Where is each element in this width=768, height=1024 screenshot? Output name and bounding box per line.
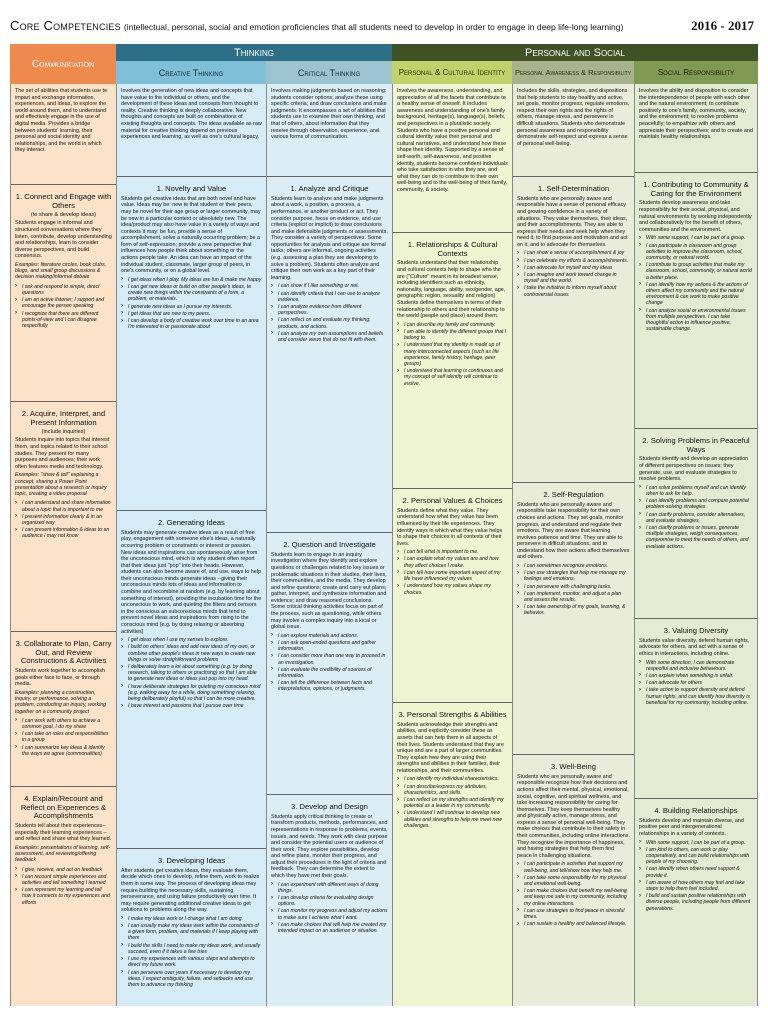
list-item: › I can analyze my own assumptions and beliefs and consider views that do not fit with them. <box>271 331 388 343</box>
critical-section-1 <box>267 176 392 532</box>
section-body: Students value diversity, defend human rights, advocate for others, and act with a sense of ethics in interactions, including online. <box>639 637 750 657</box>
page-title <box>10 18 623 33</box>
creative-section-3 <box>117 848 266 1006</box>
communication-intro: The set of abilities that students use to impart and exchange information, experiences, and ideas, to explore the world around them, and to understand and effectively engage in the use of digital media. Provides a bridge between students' learning, their personal and social identity and relationships, and the world in which they interact. <box>15 88 107 154</box>
list-item: › I can tell what is important to me. <box>397 549 508 555</box>
list-item: › I can take on roles and responsibilities in a group <box>15 731 112 743</box>
section-examples: Examples: literature circles, book clubs, blogs, and small group discussions & decision making/informal debate <box>15 262 107 281</box>
section-title: 3. Collaborate to Plan, Carry Out, and Review Constructions & Activities <box>15 639 112 666</box>
section-body: Students engage in informal and structured conversations where they listen, contribute, develop understanding and relationships, learn to consider diverse perspectives, and build consensus. <box>15 220 112 260</box>
list-item: › With some direction, I can demonstrate respectful and inclusive behaviours. <box>639 660 753 672</box>
column-creative-thinking <box>116 84 266 1006</box>
list-item: › I can explain when something is unfair. <box>639 673 753 679</box>
header-communication: Communication <box>10 44 116 84</box>
profile-list <box>15 718 112 757</box>
profile-list <box>397 776 508 829</box>
section-body: Students who are personally aware and responsible take responsibility for their own choices and actions. They set goals, monitor progress, and understand and regulate their emotions. They are aware that learning involves patience and time. They are able to persevere in difficult situations, and to understand how their actions affect themselves and others. <box>517 501 630 561</box>
header-social-responsibility: Social Responsibility <box>634 61 758 84</box>
profile-list <box>517 563 630 617</box>
section-title: 3. Developing Ideas <box>157 856 226 865</box>
profile-list <box>121 916 262 988</box>
list-item: › I can make choices that will help me created my intended impact on an audience or situation. <box>271 922 388 934</box>
profile-list <box>517 250 630 297</box>
section-body: Students who are personally aware and responsible have a sense of personal efficacy and growing confidence in a variety of situations. They value themselves, their ideas, and their accomplishments. They are able to express their needs and seek help when they need it, to find purpose and motivation and act on it, and to advocate for themselves. <box>517 195 628 248</box>
header-thinking: Thinking <box>116 44 392 61</box>
profile-list <box>397 549 508 595</box>
list-item: › I can represent my learning and tell how it connects to my experiences and efforts <box>15 887 112 906</box>
list-item: › I can describe/express my attributes, characteristics, and skills. <box>397 784 508 796</box>
profile-list <box>517 861 630 927</box>
critical-section-2 <box>267 532 392 794</box>
section-subtitle: (include inquiries) <box>41 429 86 436</box>
cultural-section-2 <box>393 488 512 702</box>
section-title: 2. Generating Ideas <box>158 518 225 527</box>
list-item: › I can develop criteria for evaluating design options. <box>271 895 388 907</box>
list-item: › I can reflect on and evaluate my thinking, products, and actions. <box>271 317 388 329</box>
list-item: › I am an active listener; I support and encourage the person speaking <box>15 297 112 309</box>
list-item: › With some support, I can be part of a group. <box>639 235 753 241</box>
list-item: › I can implement, monitor, and adjust a plan and assess the results. <box>517 591 630 603</box>
list-item: › I ask and respond to simple, direct questions <box>15 284 112 296</box>
list-item: › I understand I will continue to develop new abilities and strengths to help me meet new challenges. <box>397 810 508 829</box>
list-item: › I can identify criteria that I can use to analyze evidence. <box>271 291 388 303</box>
profile-list <box>121 637 262 709</box>
section-body: Students understand that their relationship and cultural contexts help to shape who the are ("Culture" meant in its broadest sense, including identifiers such as ethnicity, nationality, language, ability, sex/gender, age, geographic region, sexuality and religion) Students define themselves in terms of their relationship to others and their relationship to the world (people and place) around them. <box>397 260 506 320</box>
list-item: › I make my ideas work or I change what I am doing. <box>121 916 262 922</box>
section-examples: Examples: presentations of learning, self-assessment, and reviewing/offering feedback <box>15 844 111 864</box>
profile-list <box>271 283 388 343</box>
social-section-1 <box>635 172 757 428</box>
title-bar <box>8 14 760 38</box>
section-body: Students define what they value. They understand how what they value has been influenced by their life experiences. They identify ways in which what they value helps to shape their choices in all contexts of their lives. <box>397 507 503 547</box>
page-title-subtitle: (intellectual, personal, social and emotion proficiencies that all students need to develop in order to engage in deep life-long learning) <box>123 22 624 32</box>
list-item: › I have deliberate strategies for quieting my conscious mind (e.g. walking away for a while, doing something relaxing, being deliberately playful) so that I can be more creative. <box>121 684 262 703</box>
list-item: › I can celebrate my efforts & accomplishments. <box>517 258 630 264</box>
section-body: After students get creative ideas, they evaluate them, decide which ones to develop, refine them, work to realize them in some way. The process of developing ideas may require building the necessary skills, sustaining perseverance, and using failure productively over time. It may require generating additional creative ideas to get solutions to problems along the way. <box>121 867 260 914</box>
list-item: › I can summarize key ideas & identify the ways we agree (commonalities) <box>15 745 112 757</box>
section-title: 1. Relationships & Cultural Contexts <box>407 240 498 258</box>
page-title-main: Core Competencies <box>10 18 121 33</box>
section-title: 2. Personal Values & Choices <box>402 496 503 505</box>
section-body: Students get creative ideas that are both novel and have value. Ideas may be: new to that student or their peers, may be novel for their age group or larger community, may be new in a particular context or absolutely new. The idea/product may also have value in a variety of ways and contexts it may: be fun, provide a sense of accomplishment, solve a naturally occurring problem; be a form of self-expression; provide a new perspective that influences how people think about something or the actions people take. An idea can have an impact of the individual student, classmate, larger group of peers, in one's community, or on a global level. <box>121 195 261 275</box>
cultural-intro: Involves the awareness, understanding, and appreciation of all the facets that contribute to a healthy sense of oneself. It includes awareness and understanding of one's family background, heritage(s), language(s), beliefs, and perspectives in a pluralistic society. Students who have a positive personal and cultural identity value their personal and cultural narratives, and understand how these shape their identity. Supported by a sense of self-worth, self-awareness, and positive identity, students become confident individuals who take satisfaction in who they are, and what they can do to contribute to their own well-being and to the well-being of their family, community, & society. <box>397 88 508 193</box>
list-item: › I present information clearly & in an organized way <box>15 514 112 526</box>
list-item: › I can explain what my values are and how they affect choices I make. <box>397 556 508 568</box>
header-personal-social: Personal and Social <box>392 44 758 61</box>
list-item: › I understand how my values shape my choices. <box>397 583 508 595</box>
list-item: › I get ideas when I play. My ideas are fun & make me happy <box>121 277 262 283</box>
list-item: › I can monitor my progress and adjust my actions to make sure I achieve what I want. <box>271 908 388 920</box>
section-body: Students apply critical thinking to create or transform products, methods, performances, and representations in response to problems, events, issues, and needs. They work with clear purpose and consider the potential users or audience of their work. They explore possibilities, develop and refine plans, monitor their progress, and adjust their procedures in the light of criteria and feedback. They can determine the extent to which they have met their goals. <box>271 813 388 880</box>
column-personal-cultural-identity <box>392 84 512 1006</box>
list-item: › I contribute to group activities that make my classroom, school, community, or natural world a better place. <box>639 262 753 281</box>
list-item: › I can identify problems and compare potential problem-solving strategies <box>639 498 753 510</box>
list-item: › I can take some responsibility for my physical and emotional well-being. <box>517 875 630 887</box>
list-item: › I can persevere over years if necessary to develop my ideas. I expect ambiguity, failure, and setbacks and use them to advance my thinking <box>121 970 262 989</box>
section-body: Students who are personally aware and responsible recognize how their decisions and actions affect their mental, physical, emotional, social, cognitive, and spiritual wellness, and take increasing responsibility for caring for themselves. They keep themselves healthy and physically active, manage stress, and express a sense of personal well-being. They make choices that contribute to their safety in their communities, including online interactions. They recognize the importance of happiness, and having strategies that help them find peace in challenging situations. <box>517 773 630 859</box>
profile-list <box>639 235 753 332</box>
column-social-responsibility <box>634 84 758 1006</box>
communication-section-2 <box>11 401 116 631</box>
communication-section-1 <box>11 184 116 401</box>
list-item: › I am kind to others, can work or play cooperatively, and can build relationships with people of my choosing. <box>639 847 753 866</box>
social-section-3 <box>635 618 757 798</box>
school-year: 2016 - 2017 <box>691 18 754 33</box>
list-item: › I deliberately learn a lot about something (e.g. by doing research, talking to others or practising) so that I am able to generate new ideas or ideas just pop into my head. <box>121 664 262 683</box>
section-body: Students develop and maintain diverse, and positive peer and intergenerational relationships in a variety of contexts. <box>639 817 744 837</box>
awareness-intro: Includes the skills, strategies, and dispositions that help students to stay healthy and active, set goals, monitor progress, regulate emotions, respect their own rights and the rights of others, manage stress, and persevere in difficult situations. Students who demonstrate personal awareness and responsibility demonstrate self-respect and express a sense of personal well-being. <box>517 88 630 147</box>
social-section-4 <box>635 798 757 1006</box>
social-section-2 <box>635 428 757 618</box>
awareness-section-2 <box>513 482 634 754</box>
section-title: 3. Valuing Diversity <box>663 626 729 635</box>
creative-section-2 <box>117 510 266 848</box>
profile-list <box>639 485 753 550</box>
profile-list <box>639 660 753 706</box>
critical-intro-box <box>267 84 392 176</box>
list-item: › I can identify how my actions & the actions of others affect my community and the natural environment & can work to make positive change <box>639 282 753 307</box>
list-item: › I can tell the difference between facts and interpretations, opinions, or judgments. <box>271 680 388 692</box>
section-examples: Examples: "show & tell" explaining a concept, sharing a Power Point presentation about a research or inquiry topic, creating a video proposal <box>15 472 107 498</box>
list-item: › I can sustain a healthy and balanced lifestyle. <box>517 921 630 927</box>
list-item: › I get ideas that are new to my peers. <box>121 311 262 317</box>
list-item: › I can tell how some important aspect of my life have influenced my values <box>397 570 508 582</box>
cultural-section-3 <box>393 702 512 1006</box>
section-body: Students identify and develop an appreciation of different perspectives on issues; they generate, use, and evaluate strategies to resolve problems. <box>639 456 749 483</box>
profile-list <box>15 500 112 539</box>
profile-list <box>271 882 388 935</box>
cultural-section-1 <box>393 232 512 488</box>
section-title: 2. Solving Problems in Peaceful Ways <box>642 436 750 454</box>
list-item: › I can advocate for others <box>639 680 753 686</box>
social-intro-box <box>635 84 757 172</box>
list-item: › I have interest and passions that I pursue over time <box>121 703 262 709</box>
creative-section-1 <box>117 176 266 510</box>
list-item: › I can identify when others need support & provide it. <box>639 866 753 878</box>
list-item: › I recognize that there are different points-of-view and I can disagree respectfully <box>15 311 112 330</box>
list-item: › I can take ownership of my goals, learning, & behavior. <box>517 604 630 616</box>
column-communication <box>10 84 116 1006</box>
list-item: › I build and sustain positive relationships with diverse people, including people from different generations. <box>639 893 753 912</box>
column-personal-awareness <box>512 84 634 1006</box>
profile-list <box>121 277 262 331</box>
list-item: › I can clarify problems, consider alternatives, and evaluate strategies. <box>639 512 753 524</box>
section-body: Students learn to analyze and make judgments about a work, a position, a process, a performance, or another product or act. They consider purpose, focus on evidence, and use criteria (explicit or implicit) to draw conclusions and make defensible judgments or assessments. They consider a variety of perspectives. Some opportunities for analysis and critique are formal tasks; others are informal, ongoing activities (e.g. assessing a plan they are developing to solve a problem). Students often analyze and critique their own work as a key part of their learning. <box>271 195 388 281</box>
section-body: Students learn to engage in an inquiry investigation where they identify and explore questions or challenges related to key issues or problematic situations in their studies, their lives, their communities, and the media. They develop and refine questions; create and carry out plans; gather, interpret, and synthesize information and evidence; and draw reasoned conclusions. Some critical thinking activities focus on part of the process, such as questioning, while others may involve a complex inquiry into a local or global issue. <box>271 551 387 631</box>
list-item: › I can analyze evidence from different perspectives. <box>271 304 388 316</box>
awareness-section-3 <box>513 754 634 1006</box>
section-title: 3. Personal Strengths & Abilities <box>398 710 507 719</box>
awareness-intro-box <box>513 84 634 176</box>
critical-intro: Involves making judgments based on reasoning: students consider options; analyze these using specific criteria; and draw conclusions and make judgments. It encompasses a set of abilities that students use to examine their own thinking, and that of others, about information that they receive through observation, experience, and various forms of communication. <box>271 88 387 141</box>
section-title: 2. Question and Investigate <box>283 540 376 549</box>
list-item: › I can ask open-ended questions and gather information. <box>271 640 388 652</box>
section-title: 1. Self-Determination <box>537 184 610 193</box>
list-item: › I can participate in activities that support my well-being, and tell/show how they help me. <box>517 861 630 873</box>
header-critical-thinking: Critical Thinking <box>266 61 392 84</box>
list-item: › I am able to identify the different groups that I belong to. <box>397 329 508 341</box>
list-item: › I can understand and share information about a topic that is important to me <box>15 500 112 512</box>
list-item: › I take the initiative to inform myself about controversial issues <box>517 285 630 297</box>
creative-intro: Involves the generation of new ideas and concepts that have value to the individual or others, and the development of these ideas and concepts from thought to reality. Creative thinking is deeply collaborative. New thoughts and concepts are built on combinations of existing thoughts and concepts. The ideas available as raw material for creative thinking depend on previous experiences and learning, as well as one's cultural legacy. <box>121 88 262 141</box>
section-title: 1. Novelty and Value <box>156 184 227 193</box>
section-title: 1. Analyze and Critique <box>290 184 369 193</box>
list-item: › I can work with others to achieve a common goal, I do my share <box>15 718 112 730</box>
list-item: › I can develop a body of creative work over time in an area I'm interested in or passionate about <box>121 318 262 330</box>
section-body: Students acknowledge their strengths and abilities, and explicitly consider these as assets that can help them in all aspects of their lives. Students understand that they are unique and are a part of larger communities. They explain how they are using their strengths and abilities in their families, their relationships, and their communities. <box>397 721 504 774</box>
list-item: › I can analyze social or environmental issues from multiple perspectives. I can take thoughtful action to influence positive, sustainable change. <box>639 308 753 333</box>
list-item: › I can identify my individual characteristics. <box>397 776 508 782</box>
communication-intro-box <box>11 84 116 184</box>
profile-list <box>397 322 508 387</box>
section-body: Students tell about their experiences--especially their learning experiences -- and reflect and share what they learned. <box>15 823 112 843</box>
list-item: › I can show a sense of accomplishment & joy <box>517 250 630 256</box>
list-item: › I can clarify problems or issues, generate multiple strategies, weigh consequences, compromise to meet the needs of others, and evaluate actions. <box>639 525 753 550</box>
section-body: Students work together to accomplish goals either face to face, or through media. <box>15 668 105 688</box>
list-item: › I build on others' ideas and add new ideas of my own, or combine other people's ideas in new ways to create new things or solve straightforward problems <box>121 644 262 663</box>
header-creative-thinking: Creative Thinking <box>116 61 266 84</box>
list-item: › I can present information & ideas to an audience I may not know <box>15 527 112 539</box>
list-item: › I can persevere with challenging tasks. <box>517 584 630 590</box>
cultural-intro-box <box>393 84 512 232</box>
list-item: › I get ideas when I use my senses to explore. <box>121 637 262 643</box>
section-title: 4. Explain/Recount and Reflect on Experiences & Accomplishments <box>20 794 107 821</box>
list-item: › I can sometimes recognize emotions. <box>517 563 630 569</box>
profile-list <box>639 840 753 912</box>
social-intro: Involves the ability and disposition to consider the interdependence of people with each other and the natural environment; to contribute positively to one's family, community, society, and the environment; to resolve problems peacefully; to empathize with others and appreciate their perspectives; and to create and maintain healthy relationships. <box>639 88 753 141</box>
list-item: › I give, receive, and act on feedback <box>15 867 112 873</box>
section-title: 2. Acquire, Interpret, and Present Information <box>21 409 106 427</box>
section-title: 1. Contributing to Community & Caring for the Environment <box>643 180 749 198</box>
profile-list <box>15 284 112 329</box>
section-body: Students develop awareness and take responsibility for their social, physical, and natural environments by working independently and collaboratively for the benefit of others, communities and the environment. <box>639 200 752 233</box>
list-item: › I can advocate for myself and my ideas <box>517 265 630 271</box>
list-item: › I can participate in classroom and group activities to improve the classroom, school, community, or natural world. <box>639 243 753 262</box>
profile-list <box>271 633 388 693</box>
list-item: › I can reflect on my strengths and identify my potential as a leader in my community. <box>397 797 508 809</box>
section-body: Students inquire into topics that interest them, and topics related to their school studies. They present for many purposes and audiences; their work often features media and technology. <box>15 437 110 470</box>
list-item: › I can solve problems myself and can identify when to ask for help. <box>639 485 753 497</box>
list-item: › I can evaluate the credibility of sources of information. <box>271 667 388 679</box>
section-subtitle: (to share & develop ideas) <box>30 212 97 219</box>
communication-section-4 <box>11 786 116 1006</box>
list-item: › I can recount simple experiences and activities and tell something I learned <box>15 874 112 886</box>
header-personal-awareness: Personal Awareness & Responsibility <box>512 61 634 84</box>
awareness-section-1 <box>513 176 634 482</box>
list-item: › I use my experiences with various steps and attempts to direct my future work. <box>121 956 262 968</box>
list-item: › I can make choices that benefit my well-being and keep me safe in my community, including my online interactions. <box>517 888 630 907</box>
section-title: 3. Develop and Design <box>291 802 368 811</box>
list-item: › I can usually make my ideas work within the constraints of a given form, problem, and materials if I keep playing with them <box>121 923 262 942</box>
header-personal-cultural-identity: Personal & Cultural Identity <box>392 61 512 84</box>
section-examples: Examples: planning a construction, inquiry, or performance, solving a problem, conducting an inquiry, working together on a community project <box>15 689 107 715</box>
list-item: › I generate new ideas as I pursue my interests. <box>121 304 262 310</box>
list-item: › I am aware of how others may feel and take steps to help them feel included. <box>639 880 753 892</box>
section-title: 1. Connect and Engage with Others <box>15 192 112 210</box>
list-item: › I can imagine and work toward change in myself and the world. <box>517 272 630 284</box>
section-body: Students may generate creative ideas as a result of free play, engagement with someone else's ideas, a naturally occurring problem or constraints or interest or passion. New ideas and inspirations can spontaneously arise from the unconscious mind, which is why student often report that their ideas just "pop" into their heads. However, students can also become aware of, and use, ways to help their unconscious minds generate ideas --giving their unconscious minds lots of ideas and information to combine and recombine at random (e.g. by learning about something of interest), providing the incubation time for the unconscious to work, and quieting the filters and censors in the conscious an subconscious minds that tend to prevent novel ideas and inspirations from rising to the conscious mind (e.g. by doing relaxing or absorbing activities) <box>121 529 262 635</box>
list-item: › I can consider more than one way to proceed in an investigation. <box>271 653 388 665</box>
section-title: 3. Well-Being <box>550 762 597 771</box>
section-title: 4. Building Relationships <box>654 806 738 815</box>
list-item: › With some support, I can be part of a group. <box>639 840 753 846</box>
critical-section-3 <box>267 794 392 1006</box>
list-item: › I understand that my identity is made up of many interconnected aspects (such as life experience, family history, heritage, peer groups) <box>397 342 508 367</box>
list-item: › I can explore materials and actions. <box>271 633 388 639</box>
list-item: › I can use strategies to find peace in stressful times. <box>517 908 630 920</box>
list-item: › I can get new ideas or build on other people's ideas, to create new things within the constraints of a form, a problem, or materials. <box>121 284 262 303</box>
list-item: › I understand that learning is continuous and my concept of self identity will continue to evolve. <box>397 368 508 387</box>
list-item: › I can describe my family and community. <box>397 322 508 328</box>
communication-section-3 <box>11 631 116 786</box>
creative-intro-box <box>117 84 266 176</box>
list-item: › I take action to support diversity and defend human rights, and can identify how diversity is beneficial for my community, including online. <box>639 687 753 706</box>
section-title: 2. Self-Regulation <box>543 490 604 499</box>
profile-list <box>15 867 112 906</box>
list-item: › I can experiment with different ways of doing things. <box>271 882 388 894</box>
list-item: › I can show if I like something or not. <box>271 283 388 289</box>
column-critical-thinking <box>266 84 392 1006</box>
list-item: › I can use strategies that help me manage my feelings and emotions. <box>517 570 630 582</box>
list-item: › I build the skills I need to make my ideas work, and usually succeed, even if it takes a few tries <box>121 943 262 955</box>
